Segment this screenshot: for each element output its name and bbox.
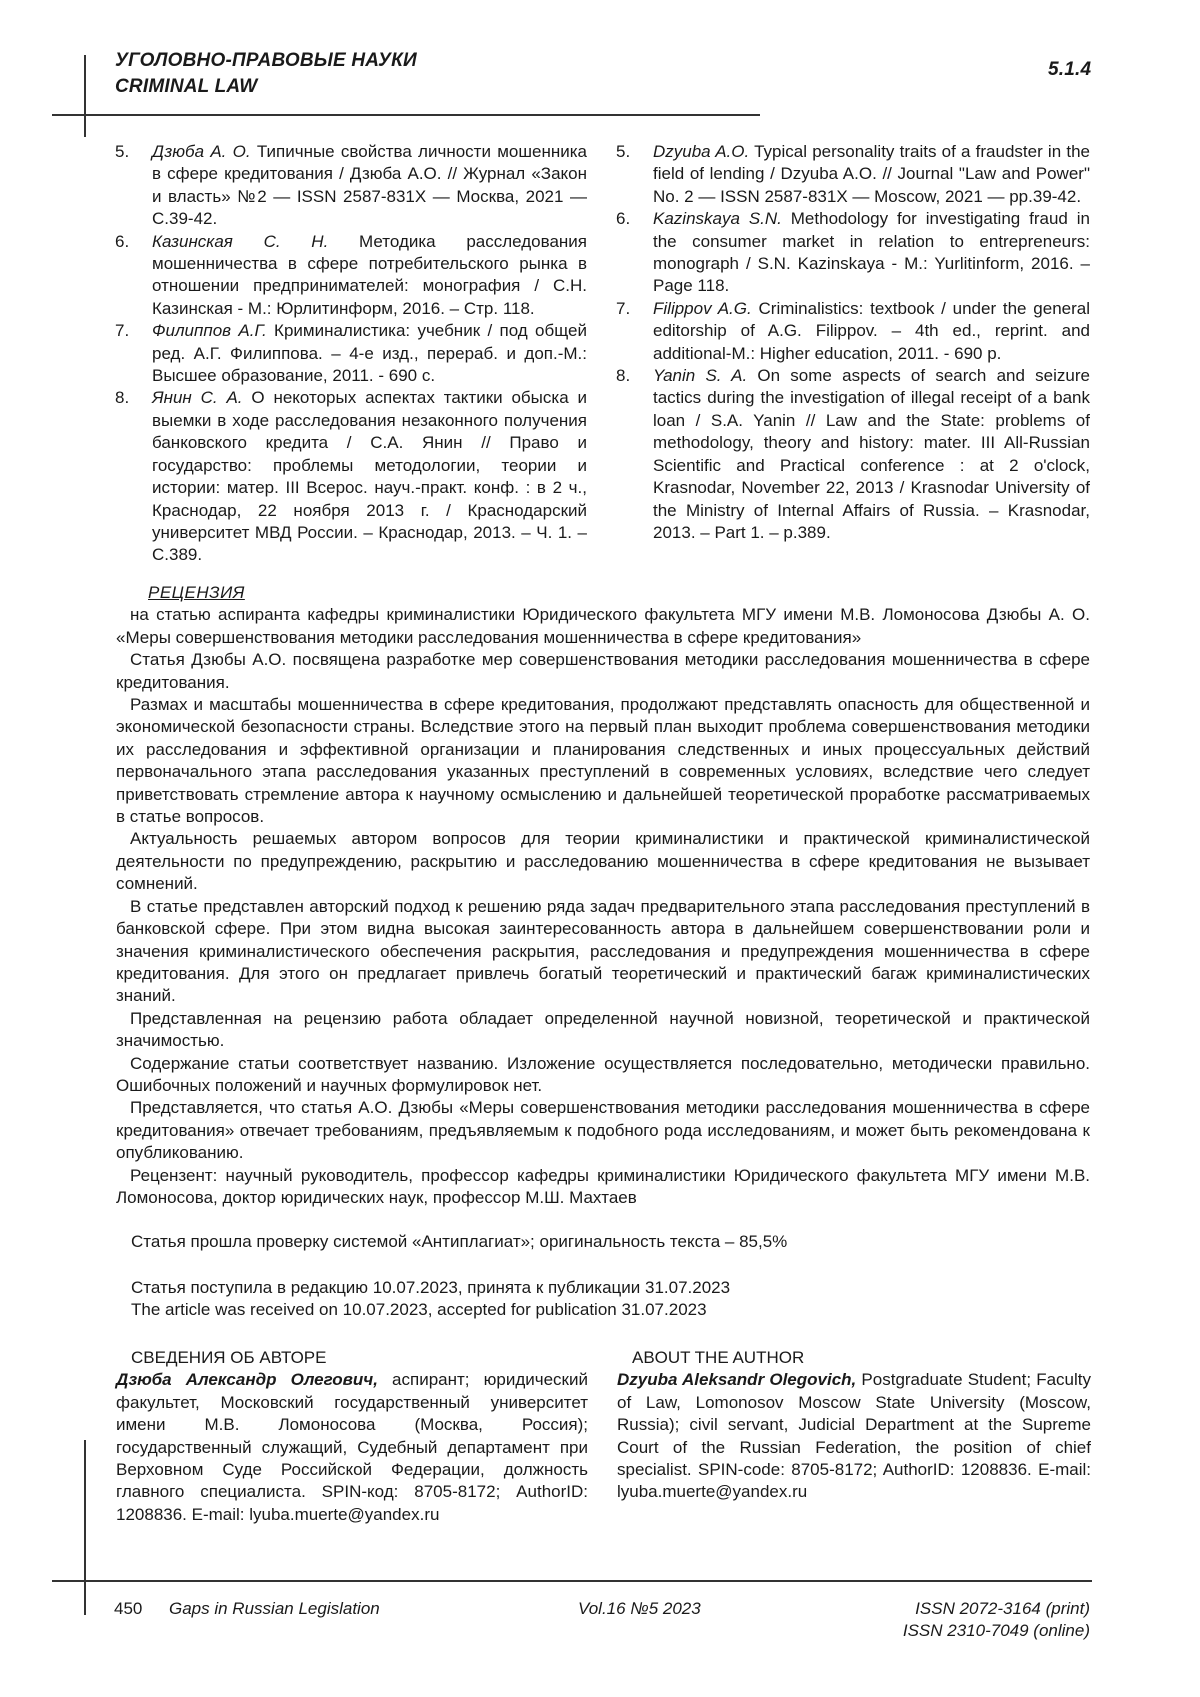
- issn-print: ISSN 2072-3164 (print): [915, 1599, 1090, 1618]
- running-header: [115, 48, 417, 100]
- reference-item: 7. Филиппов А.Г. Криминалистика: учебник / под общей ред. А.Г. Филиппова. – 4-е изд., перераб. и доп.-М.: Высшее образование, 2011. - 690 с.: [115, 321, 587, 386]
- footer-horizontal-rule: [52, 1580, 1092, 1582]
- author-details-en: Postgraduate Student; Faculty of Law, Lomonosov Moscow State University (Moscow, Russia); civil servant, Judicial Department at the Supreme Court of the Russian Federation, the position of chief specialist. SPIN-code: 8705-8172; AuthorID: 1208836. E-mail: lyuba.muerte@yandex.ru: [617, 1370, 1091, 1502]
- reference-item: 7. Filippov A.G. Criminalistics: textbook / under the general editorship of A.G. Filippov. – 4th ed., reprint. and additional-M.: Higher education, 2011. - 690 p.: [616, 298, 1090, 363]
- author-details-ru: аспирант; юридический факультет, Московский государственный университет имени М.В. Ломоносова (Москва, Россия); государственный служащий, Судебный департамент при Верховном Суде Российской Федерации, должность главного специалиста. SPIN-код: 8705-8172; AuthorID: 1208836. E-mail: lyuba.muerte@yandex.ru: [116, 1370, 588, 1524]
- author-name-ru: Дзюба Александр Олегович,: [116, 1370, 378, 1390]
- reference-item: 8. Янин С. А. О некоторых аспектах тактики обыска и выемки в ходе расследования незаконного получения банковского кредита / С.А. Янин // Право и государство: проблемы методологии, теории и истории: матер. III Всерос. науч.-практ. конф. : в 2 ч., Краснодар, 22 ноября 2013 г. / Краснодарский университет МВД России. – Краснодар, 2013. – Ч. 1. – С.389.: [115, 388, 588, 565]
- reference-item: 6. Казинская С. Н. Методика расследования мошенничества в сфере потребительского рынка в отношении предпринимателей: монография / С.Н. Казинская - М.: Юрлитинформ, 2016. – Стр. 118.: [115, 231, 588, 318]
- section-title-ru: УГОЛОВНО-ПРАВОВЫЕ НАУКИ: [115, 50, 417, 71]
- footer-vertical-rule: [84, 1440, 86, 1615]
- author-info-en: [617, 1347, 1091, 1504]
- received-date-ru: Статья поступила в редакцию 10.07.2023, принята к публикации 31.07.2023: [131, 1278, 731, 1297]
- review-paragraph: Статья Дзюбы А.О. посвящена разработке мер совершенствования методики расследования мошенничества в сфере кредитования.: [116, 650, 1090, 692]
- author-section-title-en: ABOUT THE AUTHOR: [632, 1348, 805, 1367]
- author-name-en: Dzyuba Aleksandr Olegovich,: [617, 1370, 857, 1390]
- author-section-title-ru: СВЕДЕНИЯ ОБ АВТОРЕ: [131, 1348, 327, 1367]
- review-paragraph: Содержание статьи соответствует названию. Изложение осуществляется последовательно, методически правильно. Ошибочных положений и научных формулировок нет.: [116, 1053, 1090, 1095]
- review-title: РЕЦЕНЗИЯ: [148, 583, 245, 602]
- references-en: [616, 141, 1090, 544]
- review-paragraph: Представленная на рецензию работа обладает определенной научной новизной, теоретической и практической значимостью.: [116, 1008, 1090, 1051]
- review-paragraph: Представляется, что статья А.О. Дзюбы «Меры совершенствования методики расследования мошенничества в сфере кредитования» отвечает требованиям, предъявляемым к подобного рода исследованиям, и может быть рекомендована к опубликованию.: [116, 1098, 1090, 1163]
- review-paragraph: Актуальность решаемых автором вопросов для теории криминалистики и практической криминалистической деятельности по предупреждению, раскрытию и расследованию мошенничества в сфере кредитования не вызывает сомнений.: [116, 829, 1090, 894]
- header-vertical-rule: [84, 55, 86, 137]
- review-paragraph: Размах и масштабы мошенничества в сфере кредитования, продолжают представлять опасность для общественной и экономической безопасности страны. Вследствие этого на первый план выходит проблема совершенствования методики их расследования и эффективной организации и планирования следственных и иных процессуальных действий первоначального этапа расследования указанных преступлений в современных условиях, вследствие чего следует приветствовать стремление автора к научному осмыслению и дальнейшей теоретической проработке рассматриваемых в статье вопросов.: [116, 695, 1090, 827]
- reviewer-signature: Рецензент: научный руководитель, профессор кафедры криминалистики Юридического факультета МГУ имени М.В. Ломоносова, доктор юридических наук, профессор М.Ш. Махтаев: [116, 1165, 1090, 1207]
- issn-online: ISSN 2310-7049 (online): [902, 1621, 1090, 1640]
- received-date-en: The article was received on 10.07.2023, accepted for publication 31.07.2023: [131, 1300, 707, 1319]
- reference-item: 5. Дзюба А. О. Типичные свойства личности мошенника в сфере кредитования / Дзюба А.О. // Журнал «Закон и власть» №2 — ISSN 2587-831X — Москва, 2021 —С.39-42.: [115, 142, 587, 229]
- author-info-ru: [116, 1347, 588, 1526]
- review-section: [116, 582, 1090, 1209]
- specialty-code: 5.1.4: [1048, 59, 1092, 80]
- review-paragraph: В статье представлен авторский подход к решению ряда задач предварительного этапа расследования преступлений в банковской сфере. При этом видна высокая заинтересованность автора в дальнейшем совершенствовании роли и значения криминалистического обеспечения раскрытия, расследования и предупреждения мошенничества в сфере кредитования. Для этого он предлагает привлечь богатый теоретический и практический багаж криминалистических знаний.: [116, 896, 1090, 1006]
- reference-item: 6. Kazinskaya S.N. Methodology for investigating fraud in the consumer market in relation to entrepreneurs: monograph / S.N. Kazinskaya - M.: Yurlitinform, 2016. – Page 118.: [616, 209, 1090, 296]
- section-title-en: CRIMINAL LAW: [115, 76, 258, 97]
- antiplagiat-note: Статья прошла проверку системой «Антиплагиат»; оригинальность текста – 85,5%: [131, 1232, 788, 1251]
- journal-name: Gaps in Russian Legislation: [169, 1599, 380, 1618]
- reference-item: 8. Yanin S. A. On some aspects of search and seizure tactics during the investigation of illegal receipt of a bank loan / S.A. Yanin // Law and the State: problems of methodology, theory and history: mater. III All-Russian Scientific and Practical conference : at 2 o'clock, Krasnodar, November 22, 2013 / Krasnodar University of the Ministry of Internal Affairs of Russia. – Krasnodar, 2013. – Part 1. – p.389.: [616, 366, 1090, 542]
- review-paragraph: на статью аспиранта кафедры криминалистики Юридического факультета МГУ имени М.В. Ломоносова Дзюбы А. О. «Меры совершенствования методики расследования мошенничества в сфере кредитования»: [116, 605, 1090, 647]
- journal-volume: Vol.16 №5 2023: [578, 1599, 701, 1618]
- page-number: 450: [114, 1599, 143, 1618]
- header-horizontal-rule: [52, 114, 760, 116]
- reference-item: 5. Dzyuba A.O. Typical personality traits of a fraudster in the field of lending / Dzyuba A.O. // Journal "Law and Power" No. 2 — ISSN 2587-831X — Moscow, 2021 — pp.39-42.: [616, 142, 1090, 206]
- references-ru: [115, 141, 587, 567]
